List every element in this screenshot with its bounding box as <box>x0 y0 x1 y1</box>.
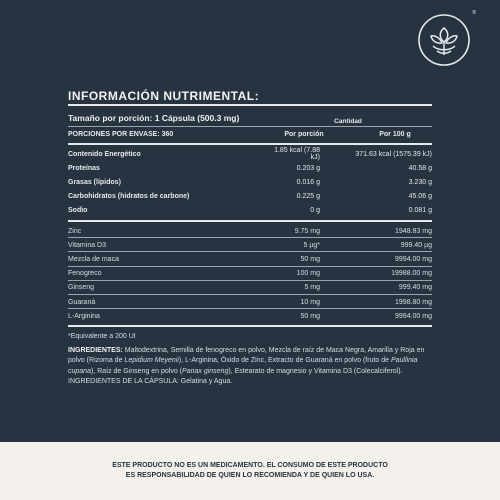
per-100g-value: 1998.80 mg <box>395 298 432 306</box>
disclaimer-band <box>0 442 500 500</box>
table-row <box>68 161 432 175</box>
table-row <box>68 224 432 238</box>
per-serving-value: 5 µg* <box>303 241 320 249</box>
per-100g-value: 3.230 g <box>408 178 432 186</box>
per-serving-value: 0.016 g <box>296 178 320 186</box>
serving-size: Tamaño por porción: 1 Cápsula (500.3 mg) <box>68 113 240 123</box>
nutrient-name: Grasas (lípidos) <box>68 178 121 186</box>
nutrient-name: L-Arginina <box>68 312 100 320</box>
table-row <box>68 295 432 309</box>
ingredients-species-3: Panax ginseng <box>182 367 229 375</box>
footnote: *Equivalente a 200 UI <box>68 333 136 340</box>
nutrient-name: Vitamina D3 <box>68 241 107 249</box>
per-100g-header: Por 100 g <box>379 130 411 138</box>
nutrition-title: INFORMACIÓN NUTRIMENTAL: <box>68 89 260 103</box>
table-row <box>68 267 432 281</box>
per-serving-value: 9.75 mg <box>294 227 320 235</box>
ingredients-species-2: Paullinia cupana <box>68 357 418 375</box>
table-header-row <box>68 127 432 141</box>
disclaimer-line-1: ESTE PRODUCTO NO ES UN MEDICAMENTO. EL CONSUMO DE ESTE PRODUCTO <box>112 462 388 469</box>
nutrient-name: Sodio <box>68 206 88 214</box>
per-100g-value: 371.63 kcal (1575.39 kJ) <box>355 150 432 158</box>
per-100g-value: 1948.83 mg <box>395 227 432 235</box>
table-row <box>68 238 432 252</box>
header-divider-bottom <box>68 143 432 145</box>
nutrient-name: Zinc <box>68 227 82 235</box>
per-100g-value: 19988.00 mg <box>391 270 432 278</box>
per-serving-value: 0.225 g <box>296 192 320 200</box>
per-100g-value: 45.06 g <box>408 192 432 200</box>
table-bottom-divider <box>68 325 432 327</box>
table-row <box>68 147 432 161</box>
ingredients-text-4: ), Estearato de magnesio y Vitamina D3 (Colecalciferol). INGREDIENTES DE LA CÁPSULA: Gelatina y Agua. <box>68 367 403 386</box>
per-serving-value: 0.203 g <box>296 164 320 172</box>
nutrient-name: Contenido Energético <box>68 150 141 158</box>
ingredients-text-3: ), Raíz de Ginseng en polvo ( <box>90 367 183 375</box>
nutrient-name: Mezcla de maca <box>68 255 119 263</box>
per-serving-value: 50 mg <box>300 255 320 263</box>
title-divider <box>68 104 432 106</box>
nutrient-name: Fenogreco <box>68 270 102 278</box>
section-divider <box>68 220 432 222</box>
per-serving-value: 100 mg <box>296 270 320 278</box>
per-100g-value: 0.081 g <box>408 206 432 214</box>
table-row <box>68 281 432 295</box>
table-row <box>68 175 432 189</box>
ingredients-text-2: ), L-Arginina, Óxido de Zinc, Extracto de Guaraná en polvo (fruto de <box>178 357 391 365</box>
per-serving-value: 50 mg <box>300 312 320 320</box>
servings-per-container: PORCIONES POR ENVASE: 360 <box>68 130 174 138</box>
per-100g-value: 9994.00 mg <box>395 312 432 320</box>
table-row <box>68 189 432 203</box>
disclaimer-text <box>0 461 500 481</box>
ingredients-text-1: Maltodextrina, Semilla de fenogreco en polvo, Mezcla de raíz de Maca Negra, Amarilla y Roja en polvo (Rizoma de <box>68 347 425 365</box>
ingredients-label: INGREDIENTES: <box>68 347 123 354</box>
brand-logo-icon: ® <box>418 14 470 66</box>
quantity-label: Cantidad <box>334 118 362 125</box>
ingredients-paragraph <box>68 346 438 388</box>
nutrient-name: Carbohidratos (hidratos de carbone) <box>68 192 190 200</box>
nutrient-name: Proteínas <box>68 164 100 172</box>
per-100g-value: 40.58 g <box>408 164 432 172</box>
per-100g-value: 9994.00 mg <box>395 255 432 263</box>
per-100g-value: 999.40 µg <box>400 241 432 249</box>
per-serving-value: 10 mg <box>300 298 320 306</box>
table-row <box>68 203 432 217</box>
table-row <box>68 252 432 266</box>
table-row <box>68 309 432 323</box>
nutrient-name: Ginseng <box>68 284 95 292</box>
per-100g-value: 999.40 mg <box>398 284 432 292</box>
per-serving-value: 0 g <box>310 206 320 214</box>
ingredients-species-1: Lepidium Meyenii <box>124 357 179 365</box>
disclaimer-line-2: ES RESPONSABILIDAD DE QUIEN LO RECOMIENDA Y DE QUIEN LO USA. <box>125 472 375 479</box>
nutrient-name: Guaraná <box>68 298 96 306</box>
per-serving-value: 5 mg <box>304 284 320 292</box>
per-serving-value: 1.85 kcal (7.88 kJ) <box>274 147 320 161</box>
per-serving-header: Por porción <box>284 130 324 138</box>
